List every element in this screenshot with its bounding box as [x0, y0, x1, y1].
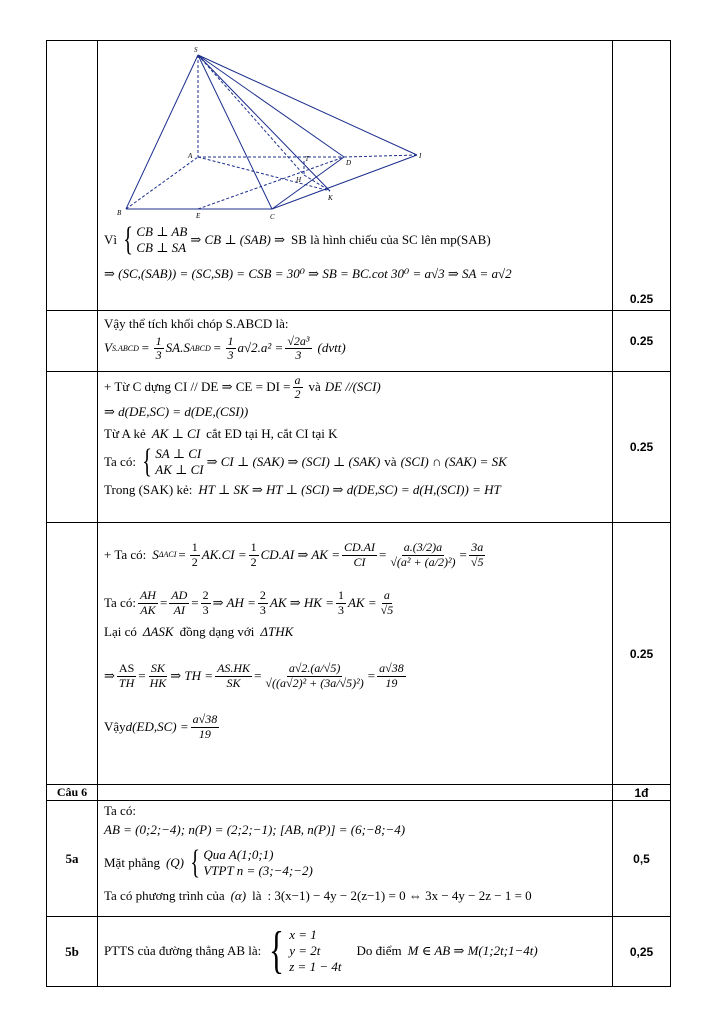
r5a-line1: Ta có:: [104, 802, 136, 818]
content-cell: [98, 311, 613, 372]
table-row: [47, 311, 671, 372]
score-cell: [613, 41, 671, 311]
score-cell: 0.25: [613, 523, 671, 785]
r3-line2: ⇒ d(DE,SC) = d(DE,(CSI)): [104, 403, 249, 419]
table-row: [47, 801, 671, 917]
label-s: S: [194, 46, 198, 54]
r4-line2: Ta có: $\frac{AH}{AK}$ = $\frac{AD}{AI}$ = $\frac{2}{3}$ ⇒ AH = $\frac{2}{3}$ AK ⇒ HK = $\frac{1}{3}$ AK = $\frac{a}{√5}$: [104, 588, 394, 617]
content-cell: [98, 785, 613, 801]
part-label: 5a: [47, 801, 98, 917]
volume-title: Vậy thể tích khối chóp S.ABCD là:: [104, 315, 289, 331]
label-h: H: [296, 176, 302, 184]
score-cell: 0.25: [613, 372, 671, 523]
score-cell: 0,5: [613, 801, 671, 917]
r3-line4: Ta có: { SA ⊥ CI AK ⊥ CI ⇒ CI ⊥ (SAK) ⇒ (SCI) ⊥ (SAK) và (SCI) ∩ (SAK) = SK: [104, 443, 507, 481]
r5b-line1: PTTS của đường thẳng AB là: { x = 1 y = 2t z = 1 − 4t Do điểm M ∈ AB ⇒ M(1;2t;1−4t): [104, 922, 538, 979]
label-c: C: [270, 213, 275, 219]
pyramid-figure: [112, 43, 472, 219]
content-cell: [98, 917, 613, 987]
label-t: T: [305, 155, 309, 163]
r4-line4: ⇒ $\frac{AS}{TH}$ = $\frac{SK}{HK}$ ⇒ TH = $\frac{AS.HK}{SK}$ = $\frac{a√2.(a/√5)}{\text{√((a√2)² + (3a/√5)²)}}$ = $\frac{a√38}{19}$: [104, 661, 404, 690]
score: 0.25: [629, 292, 654, 306]
r5a-line3: Mặt phẳng (Q) { Qua A(1;0;1) VTPT n = (3;−4;−2): [104, 844, 313, 881]
label-i: I: [419, 152, 422, 160]
table-row: [47, 41, 671, 311]
label-b: B: [117, 209, 122, 217]
r5a-line4: Ta có phương trình của (α) là : 3(x−1) − 4y − 2(z−1) = 0 ⇔ 3x − 4y − 2z − 1 = 0: [104, 887, 532, 903]
table-row: [47, 523, 671, 785]
left-cell: [47, 311, 98, 372]
table-row: [47, 785, 671, 801]
r4-line3: Lại có ΔASK đồng dạng với ΔTHK: [104, 623, 294, 639]
table-row: [47, 372, 671, 523]
part-label: 5b: [47, 917, 98, 987]
vi-line: [104, 223, 606, 257]
r3-line3: Từ A kẻ AK ⊥ CI cắt ED tại H, cắt CI tại K: [104, 425, 338, 441]
left-cell: [47, 372, 98, 523]
score-cell: 1đ: [613, 785, 671, 801]
r3-line5: Trong (SAK) kẻ: HT ⊥ SK ⇒ HT ⊥ (SCI) ⇒ d(DE,SC) = d(H,(SCI)) = HT: [104, 481, 501, 497]
question-label: Câu 6: [47, 785, 98, 801]
r4-line1: + Ta có: S ΔACI = $\frac{1}{2}$ AK.CI = $\frac{1}{2}$ CD.AI ⇒ AK = $\frac{CD.AI}{CI}$ = $\frac{a.(3/2)a}{\text{√(a² + (a/2)²)}}$ = $\frac{3a}{√5}$: [104, 540, 484, 569]
vi-label: Vì: [104, 231, 117, 247]
score-cell: 0.25: [613, 311, 671, 372]
label-a: A: [188, 152, 193, 160]
vi-system: { CB ⊥ AB CB ⊥ SA: [123, 221, 188, 258]
angle-line: ⇒ (SC,(SAB)) = (SC,SB) = CSB = 30⁰ ⇒ SB = BC.cot 30⁰ = a√3 ⇒ SA = a√2: [104, 265, 512, 281]
label-k: K: [328, 194, 333, 202]
content-cell: [98, 523, 613, 785]
r5a-line2: AB = (0;2;−4); n(P) = (2;2;−1); [AB, n(P)] = (6;−8;−4): [104, 821, 406, 837]
table-row: [47, 917, 671, 987]
left-cell: [47, 523, 98, 785]
solution-table: [46, 40, 671, 987]
vi-tail: ⇒ CB ⊥ (SAB) ⇒: [190, 231, 285, 247]
volume-formula: V S.ABCD = $\frac{1}{3}$ SA.S ABCD = $\frac{1}{3}$ a√2.a² = $\frac{\text{√2a³}}{3}$ (dvtt): [104, 334, 346, 363]
r3-line1: + Từ C dựng CI // DE ⇒ CE = DI = $\frac{a}{2}$ và DE //(SCI): [104, 373, 381, 402]
label-e: E: [196, 212, 201, 219]
r4-line5: Vậy d(ED,SC) = $\frac{a√38}{19}$: [104, 712, 218, 741]
label-d: D: [346, 159, 352, 167]
content-cell: [98, 41, 613, 311]
score-cell: 0,25: [613, 917, 671, 987]
content-cell: [98, 801, 613, 917]
content-cell: [98, 372, 613, 523]
left-cell: [47, 41, 98, 311]
vi-text: SB là hình chiếu của SC lên mp(SAB): [290, 231, 491, 247]
